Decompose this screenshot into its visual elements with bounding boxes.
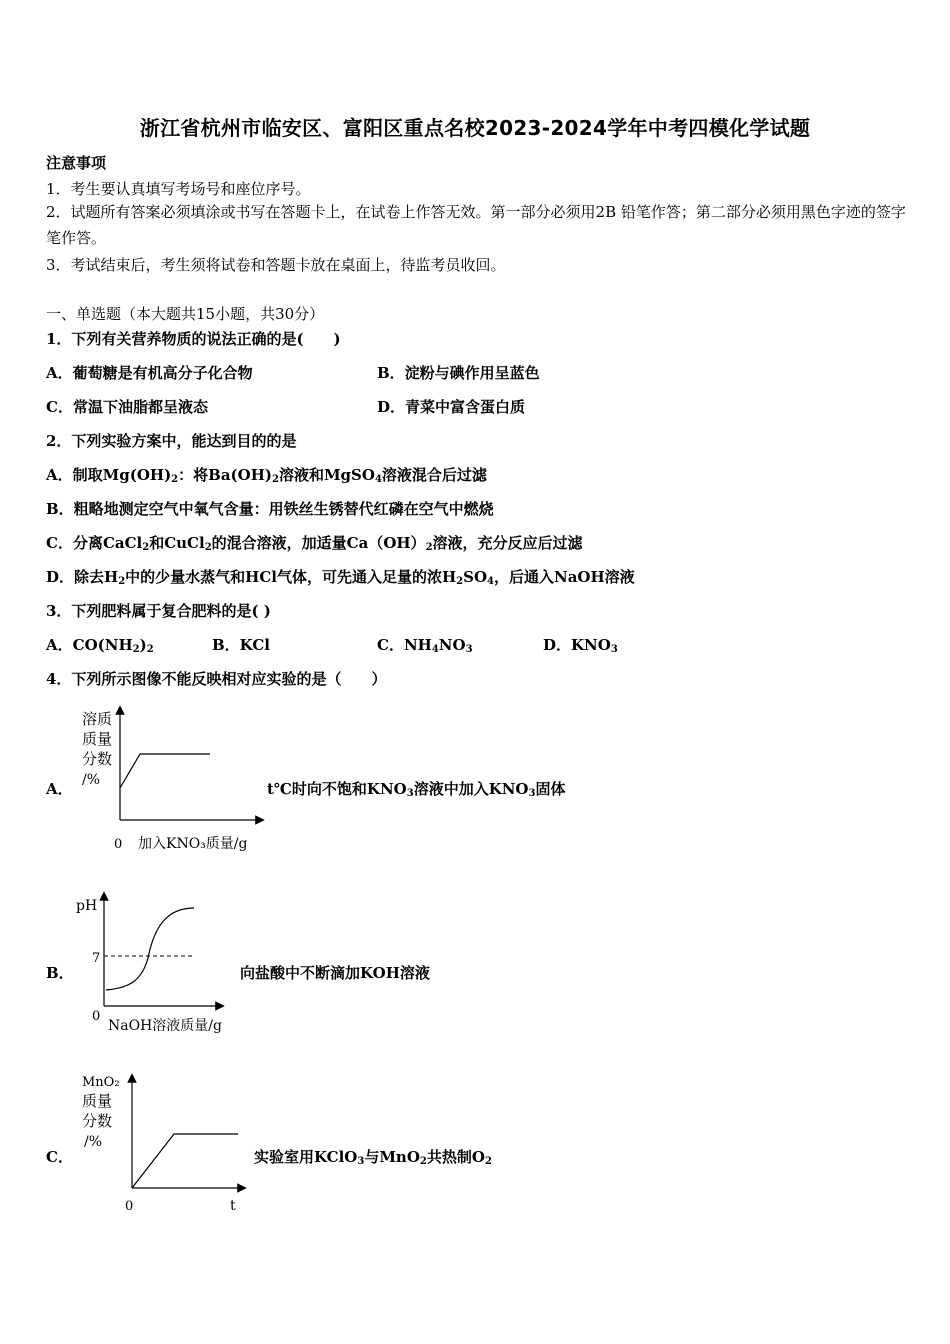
- q4-option-c-desc: 实验室用KClO$_3$与MnO$_2$共热制$O_2$: [254, 1148, 492, 1167]
- q1-option-d: D．青菜中富含蛋白质: [377, 398, 526, 416]
- q3-option-a: A．$CO(NH_2)_2$: [46, 636, 154, 655]
- page-title: 浙江省杭州市临安区、富阳区重点名校2023-2024学年中考四模化学试题: [139, 116, 811, 140]
- q1-stem: 1．下列有关营养物质的说法正确的是( ): [46, 330, 341, 348]
- origin-label: 0: [125, 1199, 134, 1214]
- origin-label: 0: [92, 1009, 101, 1024]
- curve: [120, 754, 210, 788]
- x-label: 加入KNO₃质量/g: [138, 836, 248, 852]
- q3-option-b: B．KCl: [212, 636, 270, 654]
- y-label-4: /%: [82, 772, 101, 788]
- q4-graph-b: [70, 888, 250, 1038]
- q4-option-b-desc: 向盐酸中不断滴加KOH溶液: [240, 964, 430, 982]
- notice-item-1: 1．考生要认真填写考场号和座位序号。: [46, 180, 311, 198]
- y-label-1: 溶质: [82, 710, 113, 728]
- notice-item-3: 3．考试结束后，考生须将试卷和答题卡放在桌面上，待监考员收回。: [46, 256, 506, 274]
- q4-option-c-label: C．: [46, 1148, 73, 1166]
- q2-option-a: A．制取$Mg(OH)_2$：将$Ba(OH)_2$溶液和MgSO$_4$溶液混合后过滤: [46, 466, 487, 485]
- q1-option-a: A．葡萄糖是有机高分子化合物: [46, 364, 253, 382]
- curve: [106, 908, 194, 990]
- q3-stem: 3．下列肥料属于复合肥料的是( ): [46, 602, 271, 620]
- q2-option-b: B．粗略地测定空气中氧气含量：用铁丝生锈替代红磷在空气中燃烧: [46, 500, 494, 518]
- origin-label: 0: [114, 837, 123, 852]
- y-label-4: /%: [84, 1134, 103, 1150]
- q2-option-d: D．除去$H_2$中的少量水蒸气和HCl气体，可先通入足量的浓$H_2SO_4$，后通入NaOH溶液: [46, 568, 635, 587]
- tick-7: 7: [92, 951, 101, 966]
- y-label-1: MnO₂: [82, 1075, 120, 1090]
- q3-option-d: D．$KNO_3$: [543, 636, 618, 655]
- q4-option-a-desc: t℃时向不饱和$KNO_3$溶液中加入$KNO_3$固体: [267, 780, 566, 799]
- notice-heading: 注意事项: [46, 154, 107, 172]
- y-label-3: 分数: [82, 1112, 113, 1130]
- q1-option-c: C．常温下油脂都呈液态: [46, 398, 208, 416]
- x-label: t: [230, 1198, 236, 1214]
- q4-option-b-label: B．: [46, 964, 74, 982]
- curve: [132, 1134, 238, 1188]
- q3-option-c: C．$NH_4NO_3$: [377, 636, 473, 655]
- notice-item-2: 2．试题所有答案必须填涂或书写在答题卡上，在试卷上作答无效。第一部分必须用2B 铅笔作答；第二部分必须用黑色字迹的签字笔作答。: [46, 203, 906, 247]
- y-label-2: 质量: [82, 1092, 113, 1110]
- y-label: pH: [76, 898, 98, 914]
- q4-stem: 4．下列所示图像不能反映相对应实验的是（ ）: [46, 670, 387, 688]
- q4-graph-a: [70, 700, 270, 860]
- q2-stem: 2．下列实验方案中，能达到目的的是: [46, 432, 297, 450]
- section-heading: 一、单选题（本大题共15小题，共30分）: [46, 305, 325, 323]
- q4-graph-c: [70, 1068, 250, 1218]
- y-label-2: 质量: [82, 730, 113, 748]
- y-label-3: 分数: [82, 750, 113, 768]
- q2-option-c: C．分离CaCl$_2$和CuCl$_2$的混合溶液，加适量$Ca(OH)_2$溶液，充分反应后过滤: [46, 534, 583, 553]
- q4-option-a-label: A．: [46, 780, 73, 798]
- x-label: NaOH溶液质量/g: [108, 1018, 222, 1034]
- q1-option-b: B．淀粉与碘作用呈蓝色: [377, 364, 540, 382]
